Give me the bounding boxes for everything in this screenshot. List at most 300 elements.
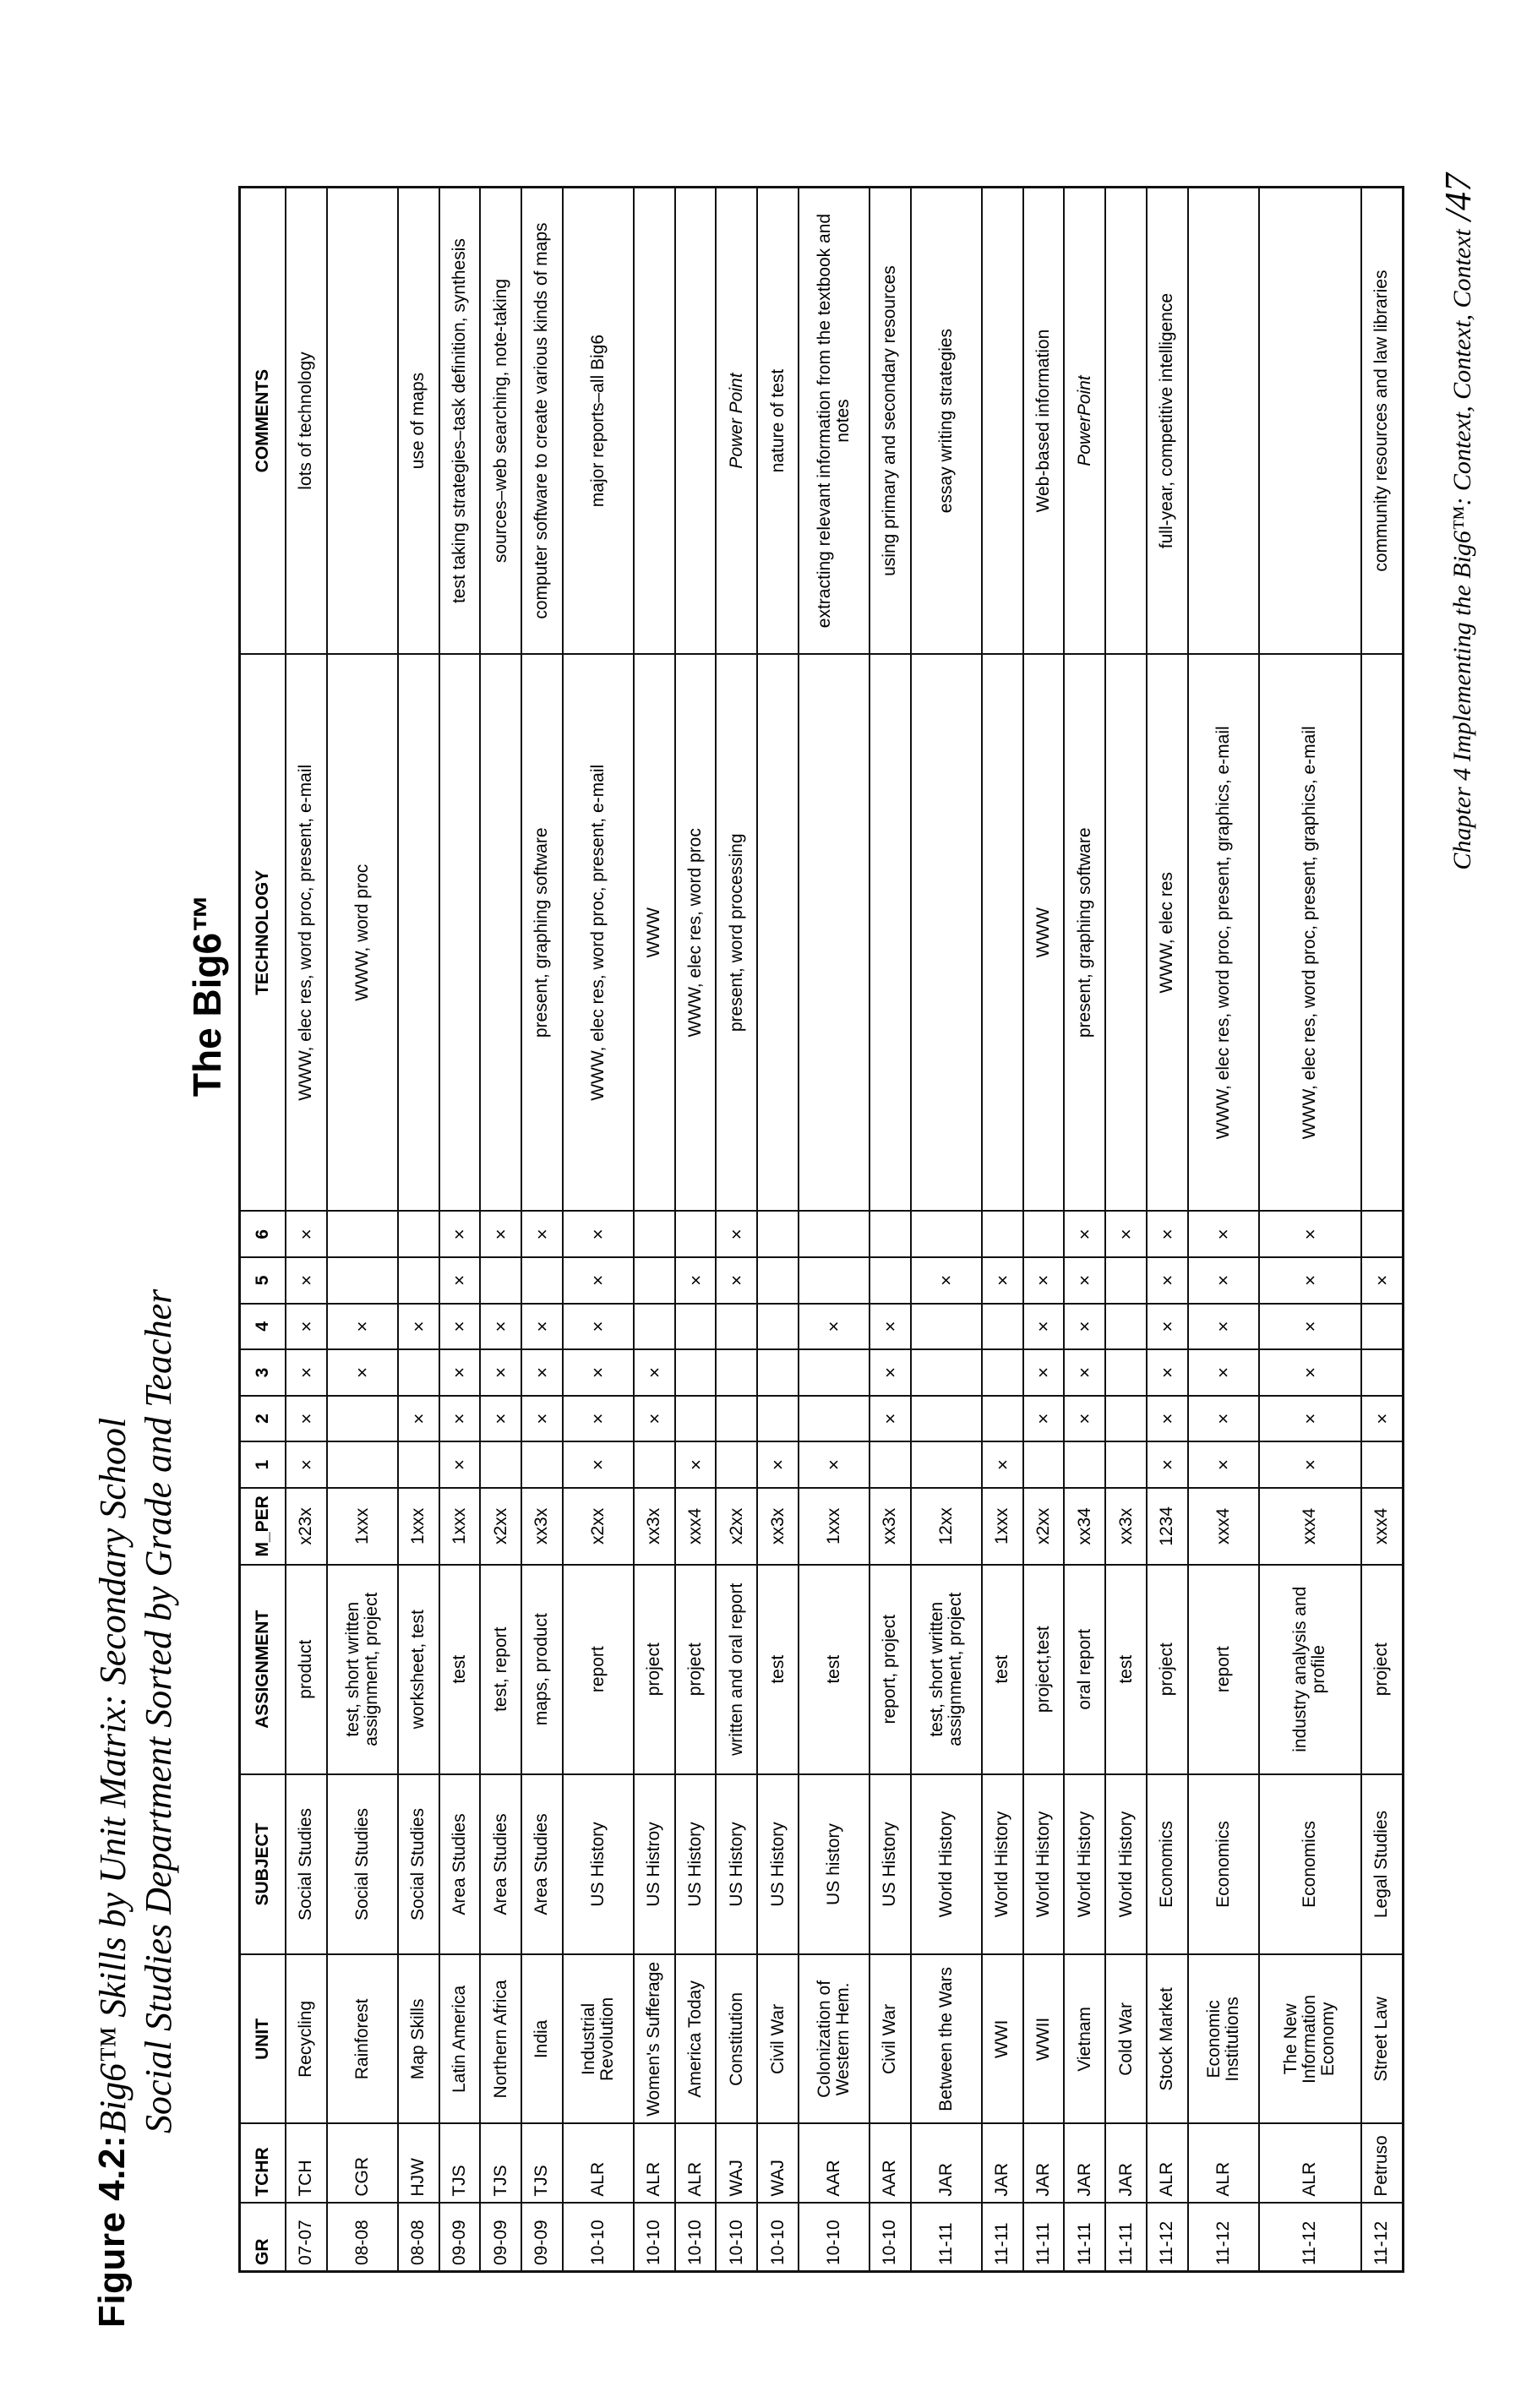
cell-technology: WWW, word proc [327, 654, 398, 1211]
cell-subject: US History [870, 1774, 911, 1955]
cell-subject: Social Studies [398, 1774, 439, 1955]
cell-s2 [716, 1396, 757, 1442]
cell-s1 [634, 1441, 675, 1488]
cell-s3: × [286, 1349, 327, 1396]
table-row [563, 188, 634, 2272]
table-row [675, 188, 717, 2272]
cell-assignment: project,test [1023, 1565, 1065, 1774]
cell-m-per: xx3x [870, 1488, 911, 1565]
table-row [1064, 188, 1105, 2272]
cell-subject: World History [911, 1774, 982, 1955]
cell-comments [982, 188, 1023, 655]
cell-tchr: JAR [982, 2123, 1023, 2202]
cell-s4: × [327, 1304, 398, 1350]
cell-m-per: 1xxx [982, 1488, 1023, 1565]
cell-s6 [634, 1212, 675, 1258]
cell-s5: × [716, 1257, 757, 1304]
cell-s3 [757, 1349, 799, 1396]
cell-comments: using primary and secondary resources [870, 188, 911, 655]
cell-gr: 10-10 [757, 2203, 799, 2272]
cell-comments: Power Point [716, 188, 757, 655]
cell-comments: sources–web searching, note-taking [480, 188, 521, 655]
page-number: /47 [1437, 173, 1479, 221]
cell-s5 [799, 1257, 870, 1304]
cell-s3: × [1147, 1349, 1188, 1396]
cell-technology [911, 654, 982, 1211]
cell-gr: 10-10 [870, 2203, 911, 2272]
cell-s3 [716, 1349, 757, 1396]
cell-s1: × [1188, 1441, 1259, 1488]
cell-gr: 10-10 [563, 2203, 634, 2272]
cell-subject: World History [1064, 1774, 1105, 1955]
table-row [327, 188, 398, 2272]
cell-unit: Map Skills [398, 1954, 439, 2123]
cell-comments: community resources and law libraries [1361, 188, 1404, 655]
cell-technology: present, word processing [716, 654, 757, 1211]
cell-m-per: xx3x [521, 1488, 563, 1565]
cell-s5: × [1361, 1257, 1404, 1304]
cell-gr: 10-10 [799, 2203, 870, 2272]
cell-s4 [757, 1304, 799, 1350]
cell-assignment: project [1361, 1565, 1404, 1774]
cell-s6: × [1105, 1212, 1147, 1258]
cell-subject: Social Studies [327, 1774, 398, 1955]
cell-unit: WWII [1023, 1954, 1065, 2123]
cell-s2: × [439, 1396, 481, 1442]
cell-subject: Area Studies [480, 1774, 521, 1955]
cell-s4 [1361, 1304, 1404, 1350]
cell-technology: WWW, elec res, word proc, present, graphics, e-mail [1188, 654, 1259, 1211]
cell-subject: World History [1105, 1774, 1147, 1955]
cell-assignment: report [1188, 1565, 1259, 1774]
cell-tchr: ALR [563, 2123, 634, 2202]
col-header-assignment: ASSIGNMENT [240, 1565, 286, 1774]
cell-s6 [1023, 1212, 1065, 1258]
page-footer [1436, 173, 1480, 1432]
cell-unit: WWI [982, 1954, 1023, 2123]
cell-gr: 11-12 [1259, 2203, 1361, 2272]
cell-gr: 11-12 [1147, 2203, 1188, 2272]
cell-s4: × [480, 1304, 521, 1350]
cell-comments: Web-based information [1023, 188, 1065, 655]
cell-s3 [675, 1349, 717, 1396]
table-row [286, 188, 327, 2272]
cell-s3: × [521, 1349, 563, 1396]
cell-gr: 11-11 [1023, 2203, 1065, 2272]
cell-s1 [1105, 1441, 1147, 1488]
cell-s3 [799, 1349, 870, 1396]
col-header-step-2: 2 [240, 1396, 286, 1442]
cell-s2: × [1361, 1396, 1404, 1442]
cell-unit: Between the Wars [911, 1954, 982, 2123]
cell-tchr: Petruso [1361, 2123, 1404, 2202]
cell-assignment: test, short written assignment, project [327, 1565, 398, 1774]
cell-gr: 11-11 [1105, 2203, 1147, 2272]
cell-s5 [398, 1257, 439, 1304]
cell-s1 [1023, 1441, 1065, 1488]
cell-s1 [1064, 1441, 1105, 1488]
table-row [634, 188, 675, 2272]
cell-unit: Stock Market [1147, 1954, 1188, 2123]
cell-m-per: 1234 [1147, 1488, 1188, 1565]
table-row [1259, 188, 1361, 2272]
cell-comments: PowerPoint [1064, 188, 1105, 655]
cell-tchr: TJS [439, 2123, 481, 2202]
cell-s4: × [799, 1304, 870, 1350]
cell-m-per: xxx4 [1259, 1488, 1361, 1565]
table-row [911, 188, 982, 2272]
cell-subject: US History [675, 1774, 717, 1955]
cell-tchr: WAJ [716, 2123, 757, 2202]
figure-label: Figure 4.2: [91, 2135, 133, 2328]
table-row [716, 188, 757, 2272]
cell-tchr: JAR [1064, 2123, 1105, 2202]
cell-tchr: TCH [286, 2123, 327, 2202]
cell-s1 [480, 1441, 521, 1488]
cell-tchr: AAR [870, 2123, 911, 2202]
table-row [398, 188, 439, 2272]
cell-s5: × [1147, 1257, 1188, 1304]
cell-s6: × [1147, 1212, 1188, 1258]
table-row [480, 188, 521, 2272]
cell-s1: × [563, 1441, 634, 1488]
cell-s3: × [563, 1349, 634, 1396]
cell-s1 [716, 1441, 757, 1488]
cell-s5: × [675, 1257, 717, 1304]
col-header-step-5: 5 [240, 1257, 286, 1304]
cell-comments: major reports–all Big6 [563, 188, 634, 655]
col-header-unit: UNIT [240, 1954, 286, 2123]
cell-s2 [799, 1396, 870, 1442]
cell-assignment: written and oral report [716, 1565, 757, 1774]
cell-unit: Latin America [439, 1954, 481, 2123]
cell-gr: 09-09 [480, 2203, 521, 2272]
cell-subject: Economics [1259, 1774, 1361, 1955]
cell-m-per: x2xx [716, 1488, 757, 1565]
cell-s5 [1105, 1257, 1147, 1304]
cell-s6: × [521, 1212, 563, 1258]
cell-assignment: report, project [870, 1565, 911, 1774]
cell-s3 [1361, 1349, 1404, 1396]
cell-s5 [757, 1257, 799, 1304]
cell-comments: computer software to create various kinds of maps [521, 188, 563, 655]
cell-m-per: xxx4 [675, 1488, 717, 1565]
cell-s2 [1105, 1396, 1147, 1442]
cell-s6 [327, 1212, 398, 1258]
cell-unit: Rainforest [327, 1954, 398, 2123]
cell-s1 [911, 1441, 982, 1488]
cell-technology: WWW, elec res [1147, 654, 1188, 1211]
cell-technology: WWW, elec res, word proc, present, e-mail [286, 654, 327, 1211]
cell-s4 [634, 1304, 675, 1350]
cell-s4: × [1188, 1304, 1259, 1350]
cell-comments [1188, 188, 1259, 655]
col-header-tchr: TCHR [240, 2123, 286, 2202]
cell-gr: 09-09 [439, 2203, 481, 2272]
cell-comments: lots of technology [286, 188, 327, 655]
cell-s2: × [870, 1396, 911, 1442]
cell-s5: × [1064, 1257, 1105, 1304]
cell-s4: × [1147, 1304, 1188, 1350]
cell-assignment: test [439, 1565, 481, 1774]
cell-assignment: maps, product [521, 1565, 563, 1774]
cell-tchr: TJS [480, 2123, 521, 2202]
col-header-m-per: M_PER [240, 1488, 286, 1565]
cell-technology [799, 654, 870, 1211]
figure-title-line-1: Big6™ Skills by Unit Matrix: Secondary School [92, 1417, 134, 2133]
cell-technology: WWW [634, 654, 675, 1211]
col-header-step-4: 4 [240, 1304, 286, 1350]
cell-technology [757, 654, 799, 1211]
cell-tchr: JAR [1023, 2123, 1065, 2202]
cell-s4: × [286, 1304, 327, 1350]
cell-technology [1361, 654, 1404, 1211]
cell-gr: 11-11 [982, 2203, 1023, 2272]
cell-s1: × [1259, 1441, 1361, 1488]
cell-m-per: xx3x [757, 1488, 799, 1565]
cell-s1: × [982, 1441, 1023, 1488]
cell-subject: US History [757, 1774, 799, 1955]
cell-comments: test taking strategies–task definition, synthesis [439, 188, 481, 655]
cell-s2: × [634, 1396, 675, 1442]
cell-technology: present, graphing software [521, 654, 563, 1211]
cell-s4 [716, 1304, 757, 1350]
cell-s6: × [439, 1212, 481, 1258]
cell-technology: WWW, elec res, word proc, present, e-mail [563, 654, 634, 1211]
cell-m-per: xx3x [1105, 1488, 1147, 1565]
table-row [870, 188, 911, 2272]
cell-m-per: xxx4 [1188, 1488, 1259, 1565]
cell-unit: Vietnam [1064, 1954, 1105, 2123]
cell-s5 [634, 1257, 675, 1304]
cell-unit: Economic Institutions [1188, 1954, 1259, 2123]
cell-s6: × [286, 1212, 327, 1258]
cell-assignment: project [675, 1565, 717, 1774]
table-body [286, 188, 1404, 2272]
cell-technology [480, 654, 521, 1211]
cell-comments [327, 188, 398, 655]
cell-s1: × [675, 1441, 717, 1488]
cell-tchr: AAR [799, 2123, 870, 2202]
cell-s2 [911, 1396, 982, 1442]
cell-s4: × [870, 1304, 911, 1350]
cell-assignment: industry analysis and profile [1259, 1565, 1361, 1774]
cell-assignment: test [982, 1565, 1023, 1774]
cell-technology [398, 654, 439, 1211]
cell-tchr: TJS [521, 2123, 563, 2202]
cell-technology [982, 654, 1023, 1211]
cell-s3: × [1064, 1349, 1105, 1396]
cell-m-per: x2xx [480, 1488, 521, 1565]
cell-s2 [675, 1396, 717, 1442]
cell-tchr: ALR [634, 2123, 675, 2202]
cell-s5: × [439, 1257, 481, 1304]
cell-assignment: test, short written assignment, project [911, 1565, 982, 1774]
cell-gr: 10-10 [634, 2203, 675, 2272]
cell-s4 [1105, 1304, 1147, 1350]
table-row [521, 188, 563, 2272]
table-row [439, 188, 481, 2272]
cell-comments: use of maps [398, 188, 439, 655]
cell-s6: × [1188, 1212, 1259, 1258]
cell-unit: India [521, 1954, 563, 2123]
cell-s3: × [634, 1349, 675, 1396]
header-row [240, 188, 286, 2272]
cell-s6 [757, 1212, 799, 1258]
cell-s5: × [982, 1257, 1023, 1304]
cell-s5: × [1188, 1257, 1259, 1304]
cell-s3: × [327, 1349, 398, 1396]
cell-s3: × [1188, 1349, 1259, 1396]
cell-s4: × [439, 1304, 481, 1350]
cell-unit: Civil War [757, 1954, 799, 2123]
cell-s5: × [1259, 1257, 1361, 1304]
col-header-comments: COMMENTS [240, 188, 286, 655]
cell-s1 [398, 1441, 439, 1488]
cell-comments: essay writing strategies [911, 188, 982, 655]
cell-s4: × [1259, 1304, 1361, 1350]
cell-s6 [799, 1212, 870, 1258]
cell-s5 [327, 1257, 398, 1304]
cell-s1: × [439, 1441, 481, 1488]
cell-s6 [870, 1212, 911, 1258]
cell-tchr: ALR [1259, 2123, 1361, 2202]
cell-s3: × [439, 1349, 481, 1396]
cell-technology: present, graphing software [1064, 654, 1105, 1211]
cell-gr: 11-12 [1188, 2203, 1259, 2272]
cell-s5 [870, 1257, 911, 1304]
cell-s6 [982, 1212, 1023, 1258]
cell-s2: × [563, 1396, 634, 1442]
cell-gr: 10-10 [716, 2203, 757, 2272]
cell-s1 [521, 1441, 563, 1488]
col-header-subject: SUBJECT [240, 1774, 286, 1955]
cell-assignment: test [799, 1565, 870, 1774]
cell-subject: US History [563, 1774, 634, 1955]
table-row [1361, 188, 1404, 2272]
cell-unit: The New Information Economy [1259, 1954, 1361, 2123]
cell-comments [1259, 188, 1361, 655]
cell-s4 [911, 1304, 982, 1350]
cell-s6: × [716, 1212, 757, 1258]
cell-assignment: test, report [480, 1565, 521, 1774]
col-header-step-1: 1 [240, 1441, 286, 1488]
cell-s2: × [480, 1396, 521, 1442]
cell-s2: × [1023, 1396, 1065, 1442]
cell-s1 [870, 1441, 911, 1488]
cell-tchr: CGR [327, 2123, 398, 2202]
cell-subject: Area Studies [439, 1774, 481, 1955]
cell-s5: × [911, 1257, 982, 1304]
table-row [1147, 188, 1188, 2272]
cell-comments: full-year, competitive intelligence [1147, 188, 1188, 655]
cell-tchr: HJW [398, 2123, 439, 2202]
cell-tchr: ALR [1188, 2123, 1259, 2202]
cell-m-per: xx3x [634, 1488, 675, 1565]
cell-subject: World History [982, 1774, 1023, 1955]
cell-assignment: project [634, 1565, 675, 1774]
cell-s1: × [799, 1441, 870, 1488]
cell-technology: WWW, elec res, word proc [675, 654, 717, 1211]
cell-assignment: oral report [1064, 1565, 1105, 1774]
cell-subject: Area Studies [521, 1774, 563, 1955]
cell-assignment: product [286, 1565, 327, 1774]
cell-assignment: project [1147, 1565, 1188, 1774]
cell-s4: × [1064, 1304, 1105, 1350]
cell-s2 [757, 1396, 799, 1442]
cell-s2: × [521, 1396, 563, 1442]
cell-s4: × [398, 1304, 439, 1350]
cell-subject: Legal Studies [1361, 1774, 1404, 1955]
cell-s2 [327, 1396, 398, 1442]
cell-m-per: 1xxx [439, 1488, 481, 1565]
cell-s4: × [521, 1304, 563, 1350]
cell-gr: 07-07 [286, 2203, 327, 2272]
cell-m-per: 1xxx [327, 1488, 398, 1565]
cell-unit: Women's Sufferage [634, 1954, 675, 2123]
cell-unit: Civil War [870, 1954, 911, 2123]
cell-s6: × [480, 1212, 521, 1258]
cell-subject: Economics [1147, 1774, 1188, 1955]
cell-unit: Industrial Revolution [563, 1954, 634, 2123]
cell-s2: × [1147, 1396, 1188, 1442]
cell-gr: 11-11 [911, 2203, 982, 2272]
cell-unit: Colonization of Western Hem. [799, 1954, 870, 2123]
cell-technology: WWW, elec res, word proc, present, graphics, e-mail [1259, 654, 1361, 1211]
cell-subject: World History [1023, 1774, 1065, 1955]
table-row [1105, 188, 1147, 2272]
cell-tchr: ALR [1147, 2123, 1188, 2202]
table-row [1188, 188, 1259, 2272]
cell-assignment: report [563, 1565, 634, 1774]
cell-gr: 09-09 [521, 2203, 563, 2272]
cell-unit: Cold War [1105, 1954, 1147, 2123]
cell-s5: × [286, 1257, 327, 1304]
cell-s1: × [286, 1441, 327, 1488]
cell-subject: US history [799, 1774, 870, 1955]
cell-gr: 11-11 [1064, 2203, 1105, 2272]
table-row [982, 188, 1023, 2272]
col-header-step-6: 6 [240, 1212, 286, 1258]
cell-s1 [1361, 1441, 1404, 1488]
cell-s2: × [1188, 1396, 1259, 1442]
cell-s1: × [757, 1441, 799, 1488]
cell-subject: Economics [1188, 1774, 1259, 1955]
cell-m-per: x2xx [563, 1488, 634, 1565]
cell-s6 [911, 1212, 982, 1258]
cell-subject: US History [716, 1774, 757, 1955]
cell-s6: × [1259, 1212, 1361, 1258]
figure-title-line-2: Social Studies Department Sorted by Grade and Teacher [138, 1288, 179, 2133]
cell-s3 [982, 1349, 1023, 1396]
cell-m-per: 12xx [911, 1488, 982, 1565]
cell-unit: Constitution [716, 1954, 757, 2123]
cell-s3 [911, 1349, 982, 1396]
cell-s6 [1361, 1212, 1404, 1258]
col-header-step-3: 3 [240, 1349, 286, 1396]
cell-s4: × [1023, 1304, 1065, 1350]
cell-gr: 10-10 [675, 2203, 717, 2272]
cell-technology [439, 654, 481, 1211]
cell-technology: WWW [1023, 654, 1065, 1211]
cell-technology [1105, 654, 1147, 1211]
cell-assignment: test [757, 1565, 799, 1774]
cell-gr: 08-08 [327, 2203, 398, 2272]
cell-s5 [521, 1257, 563, 1304]
skills-matrix-table [238, 186, 1404, 2273]
cell-m-per: xxx4 [1361, 1488, 1404, 1565]
cell-m-per: 1xxx [799, 1488, 870, 1565]
